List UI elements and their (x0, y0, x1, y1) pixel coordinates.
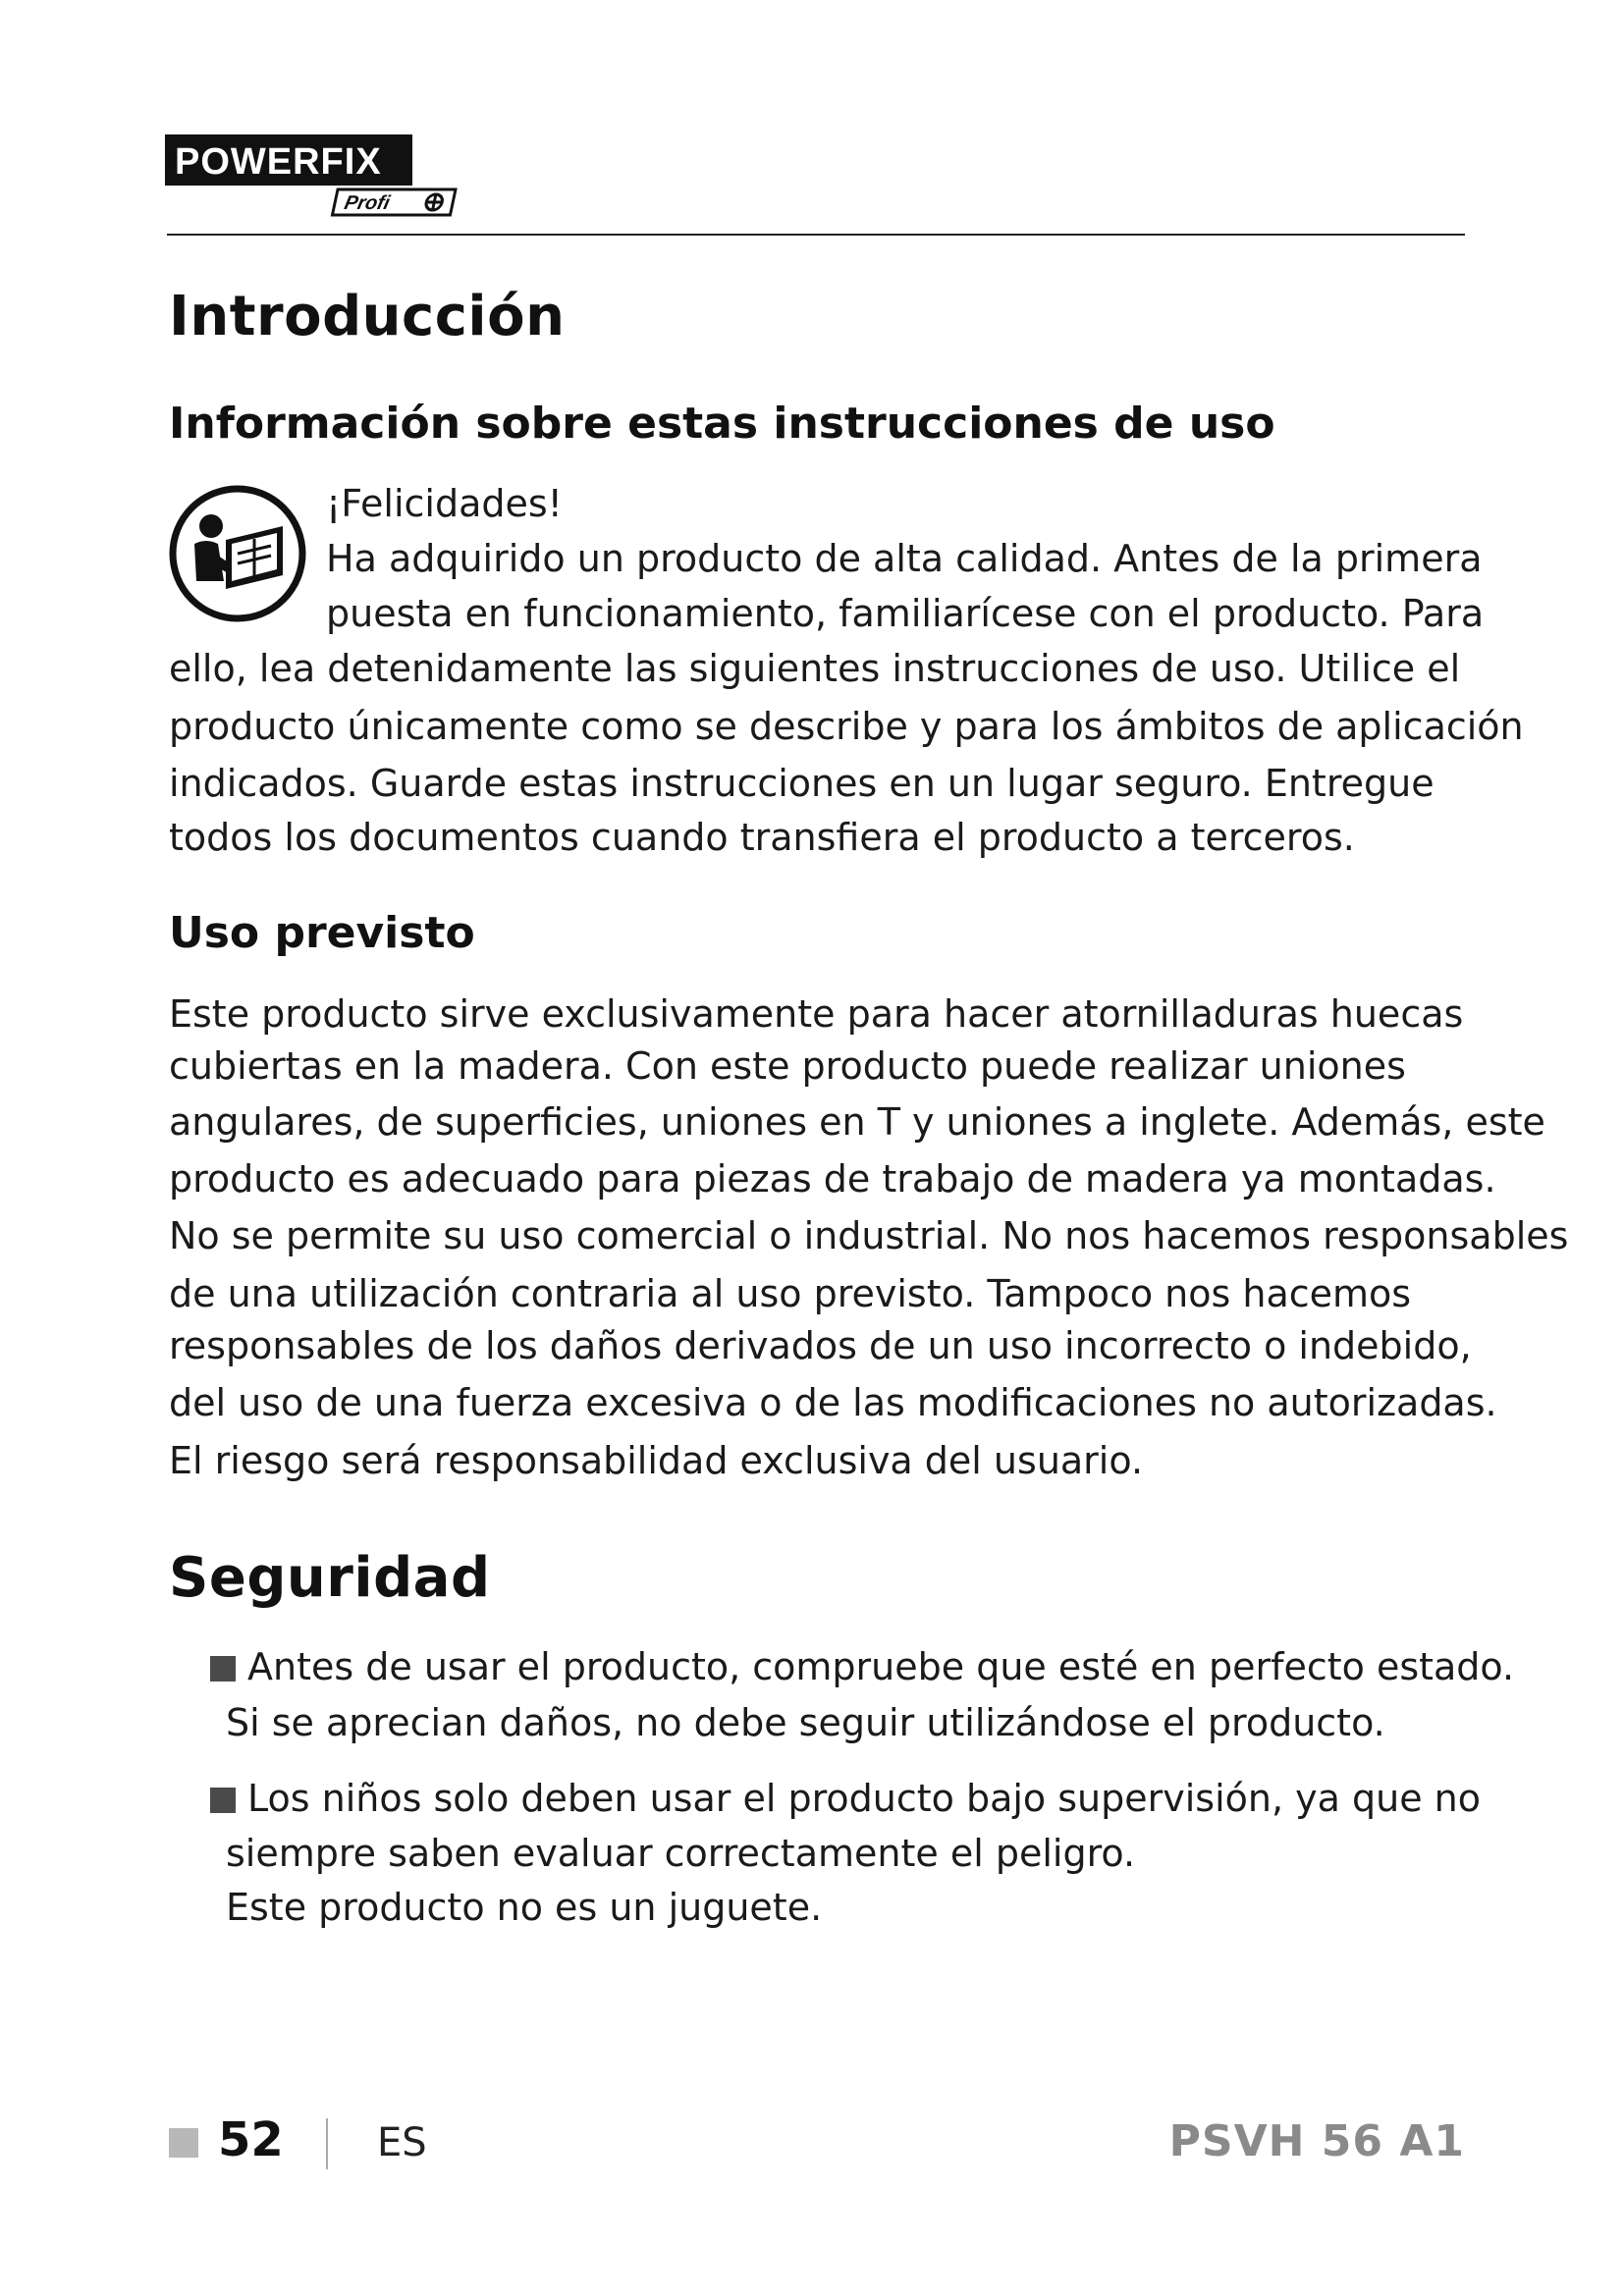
intended-use-line-5: No se permite su uso comercial o industrial. No nos hacemos responsables (169, 1214, 1569, 1257)
page-number: 52 (218, 2112, 284, 2167)
intended-use-line-1: Este producto sirve exclusivamente para hacer atornilladuras huecas (169, 992, 1464, 1036)
brand-sub-text: Profi (342, 192, 392, 214)
safety-bullet-2-text: Los niños solo deben usar el producto bajo supervisión, ya que no (247, 1777, 1481, 1820)
safety-bullet-1-text: Antes de usar el producto, compruebe que esté en perfecto estado. (247, 1645, 1515, 1688)
intro-line-3: puesta en funcionamiento, familiarícese con el producto. Para (326, 592, 1485, 635)
intended-use-line-9: El riesgo será responsabilidad exclusiva del usuario. (169, 1439, 1144, 1482)
intended-use-line-7: responsables de los daños derivados de un uso incorrecto o indebido, (169, 1324, 1472, 1367)
intended-use-line-8: del uso de una fuerza excesiva o de las modificaciones no autorizadas. (169, 1381, 1497, 1424)
bullet-square-icon (210, 1788, 236, 1813)
info-heading: Información sobre estas instrucciones de uso (169, 399, 1275, 449)
safety-bullet-2-line-3: Este producto no es un juguete. (226, 1886, 823, 1929)
safety-bullet-2-line-1 (210, 1771, 1481, 1827)
footer-divider (326, 2118, 328, 2169)
intended-use-line-2: cubiertas en la madera. Con este producto puede realizar uniones (169, 1044, 1406, 1088)
intro-line-2: Ha adquirido un producto de alta calidad. Antes de la primera (326, 537, 1483, 580)
brand-text: POWERFIX (175, 141, 382, 183)
bullet-square-icon (210, 1656, 236, 1682)
section-title-seguridad: Seguridad (169, 1546, 491, 1610)
intro-line-4: ello, lea detenidamente las siguientes instrucciones de uso. Utilice el (169, 647, 1461, 690)
powerfix-profi-logo (165, 134, 460, 218)
language-code: ES (377, 2120, 427, 2165)
intro-line-7: todos los documentos cuando transfiera el producto a terceros. (169, 816, 1355, 859)
intro-line-5: producto únicamente como se describe y para los ámbitos de aplicación (169, 705, 1524, 748)
safety-bullet-1-line-2: Si se aprecian daños, no debe seguir utilizándose el producto. (226, 1701, 1385, 1744)
intended-use-line-6: de una utilización contraria al uso previsto. Tampoco nos hacemos (169, 1272, 1412, 1315)
page-footer (169, 2112, 1465, 2181)
intro-line-6: indicados. Guarde estas instrucciones en un lugar seguro. Entregue (169, 762, 1435, 805)
intended-use-line-3: angulares, de superficies, uniones en T y uniones a inglete. Además, este (169, 1100, 1545, 1144)
safety-bullet-2-line-2: siempre saben evaluar correctamente el peligro. (226, 1832, 1136, 1875)
intended-use-heading: Uso previsto (169, 908, 475, 958)
intro-line-1: ¡Felicidades! (326, 482, 563, 525)
model-number: PSVH 56 A1 (1168, 2116, 1465, 2166)
safety-bullet-1-line-1 (210, 1639, 1514, 1695)
footer-square-icon (169, 2128, 198, 2158)
read-manual-icon (167, 483, 308, 624)
section-title-introduccion: Introducción (169, 285, 566, 348)
intended-use-line-4: producto es adecuado para piezas de trabajo de madera ya montadas. (169, 1157, 1496, 1201)
header-rule (167, 234, 1465, 236)
